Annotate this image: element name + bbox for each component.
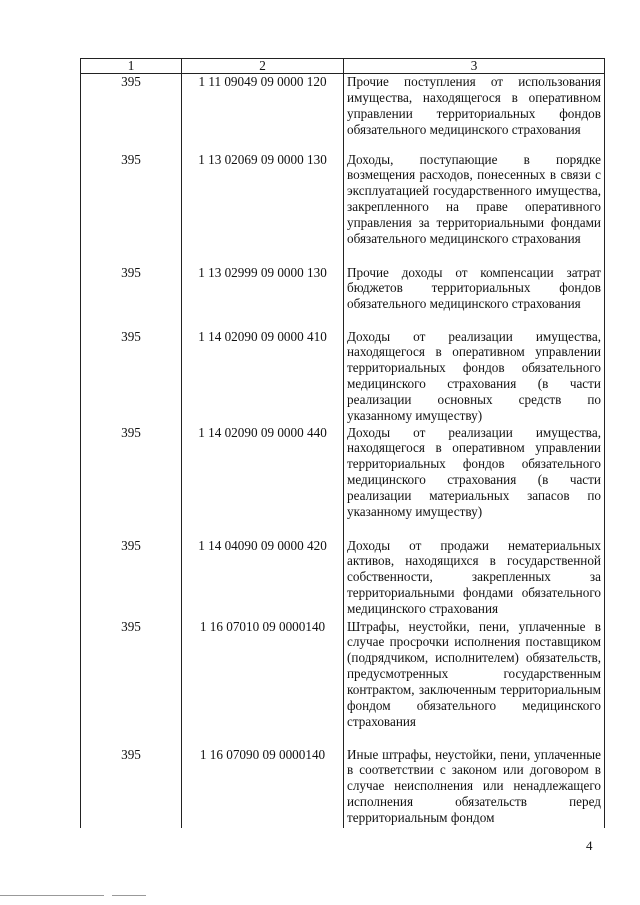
admin-code-cell: 395 bbox=[81, 619, 182, 747]
revenue-name-cell: Доходы от продажи нематериальных активов, находящихся в государственной собственности, закрепленных за территориальными фондами обязательного медицинского страхования bbox=[344, 538, 605, 619]
admin-code-cell: 395 bbox=[81, 538, 182, 619]
column-header-1: 1 bbox=[81, 59, 182, 74]
revenue-name-cell: Доходы от реализации имущества, находящегося в оперативном управлении территориальных фондов обязательного медицинского страхования (в части реализации основных средств по указанному имуществу) bbox=[344, 329, 605, 425]
revenue-code-cell: 1 13 02999 09 0000 130 bbox=[182, 265, 344, 329]
admin-code-cell: 395 bbox=[81, 74, 182, 152]
revenue-name-cell: Прочие поступления от использования имущества, находящегося в оперативном управлении территориальных фондов обязательного медицинского страхования bbox=[344, 74, 605, 152]
admin-code-cell: 395 bbox=[81, 329, 182, 425]
revenue-code-cell: 1 14 02090 09 0000 410 bbox=[182, 329, 344, 425]
revenue-code-cell: 1 16 07090 09 0000140 bbox=[182, 747, 344, 828]
admin-code-cell: 395 bbox=[81, 425, 182, 538]
revenue-name-cell: Иные штрафы, неустойки, пени, уплаченные в соответствии с законом или договором в случае неисполнения или ненадлежащего исполнения обязательств перед территориальным фондом bbox=[344, 747, 605, 828]
column-header-3: 3 bbox=[344, 59, 605, 74]
table-row bbox=[81, 265, 605, 329]
revenue-code-cell: 1 16 07010 09 0000140 bbox=[182, 619, 344, 747]
revenue-code-cell: 1 14 04090 09 0000 420 bbox=[182, 538, 344, 619]
revenue-name-cell: Прочие доходы от компенсации затрат бюджетов территориальных фондов обязательного медицинского страхования bbox=[344, 265, 605, 329]
revenue-name-cell: Доходы, поступающие в порядке возмещения расходов, понесенных в связи с эксплуатацией государственного имущества, закрепленного на праве оперативного управления за территориальными фондами обязательного медицинского страхования bbox=[344, 152, 605, 265]
table-row bbox=[81, 74, 605, 152]
revenue-name-cell: Доходы от реализации имущества, находящегося в оперативном управлении территориальных фондов обязательного медицинского страхования (в части реализации материальных запасов по указанному имуществу) bbox=[344, 425, 605, 538]
table-header bbox=[81, 59, 605, 74]
revenue-code-cell: 1 14 02090 09 0000 440 bbox=[182, 425, 344, 538]
revenue-code-cell: 1 11 09049 09 0000 120 bbox=[182, 74, 344, 152]
table-row bbox=[81, 538, 605, 619]
table-row bbox=[81, 425, 605, 538]
table-row bbox=[81, 152, 605, 265]
table-row bbox=[81, 329, 605, 425]
table-row bbox=[81, 619, 605, 747]
scan-edge-line bbox=[112, 895, 146, 896]
table-row bbox=[81, 747, 605, 828]
admin-code-cell: 395 bbox=[81, 747, 182, 828]
admin-code-cell: 395 bbox=[81, 265, 182, 329]
revenue-codes-table bbox=[80, 58, 605, 828]
column-header-2: 2 bbox=[182, 59, 344, 74]
revenue-name-cell: Штрафы, неустойки, пени, уплаченные в случае просрочки исполнения поставщиком (подрядчиком, исполнителем) обязательств, предусмотренных государственным контрактом, заключенным территориальным фондом обязательного медицинского страхования bbox=[344, 619, 605, 747]
scan-edge-line bbox=[0, 895, 104, 896]
admin-code-cell: 395 bbox=[81, 152, 182, 265]
revenue-code-cell: 1 13 02069 09 0000 130 bbox=[182, 152, 344, 265]
page-number: 4 bbox=[586, 838, 593, 853]
